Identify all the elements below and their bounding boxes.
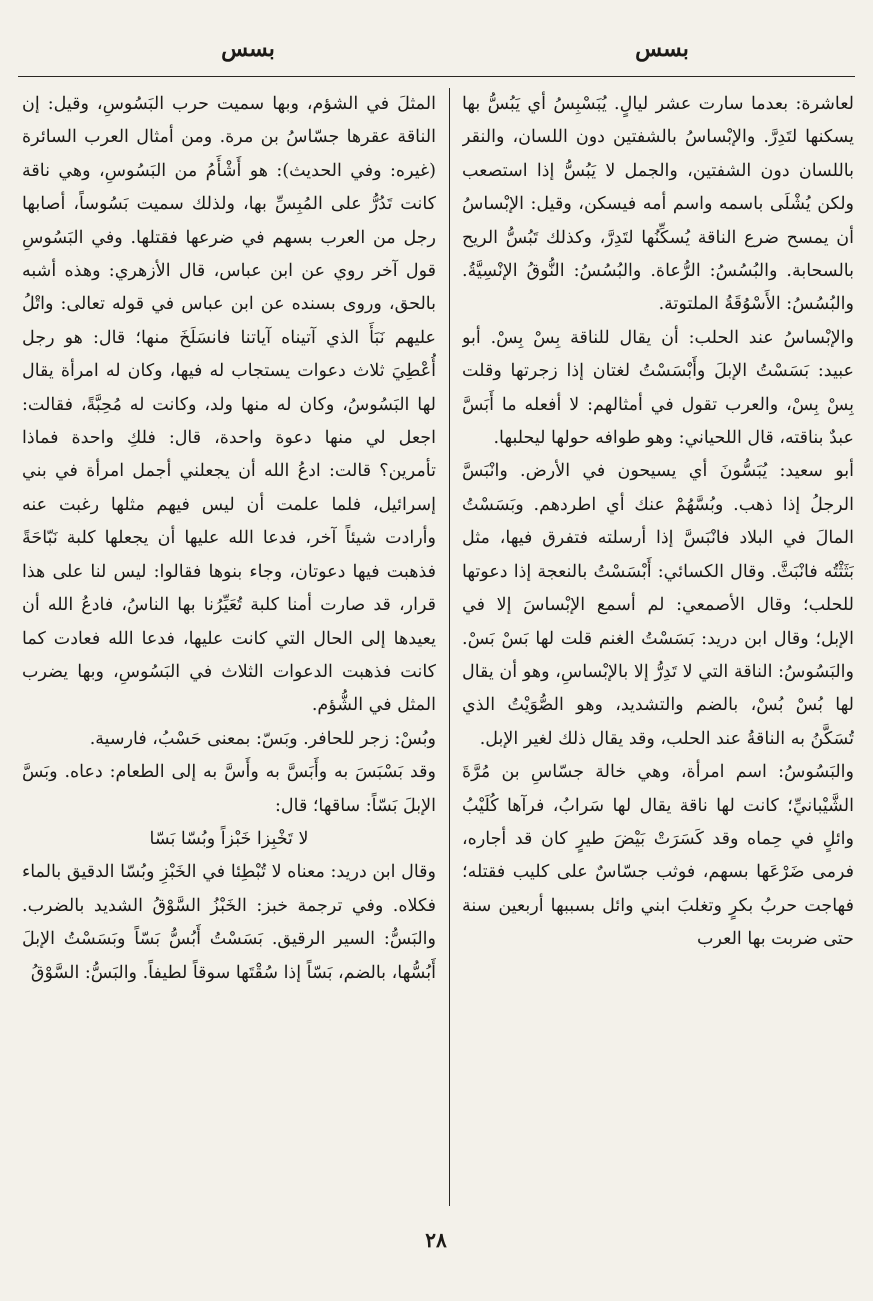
page-number: ٢٨ <box>425 1228 447 1252</box>
paragraph: والإبْساسُ عند الحلب: أن يقال للناقة بِسْ بِسْ. أبو عبيد: بَسَسْتُ الإبلَ وأَبْسَسْتُ لغتان إذا زجرتها وقلت بِسْ بِسْ، والعرب تقول في أمثالهم: لا أفعله ما أَبَسَّ عبدٌ بناقته، قال اللحياني: وهو طوافه حولها ليحلبها. <box>462 327 854 449</box>
running-header-right: بسس <box>635 36 689 62</box>
paragraph: وقال ابن دريد: معناه لا تُبْطِئا في الخَبْزِ وبُسّا الدقيق بالماء فكلاه. وفي ترجمة خبز: الخَبْزُ السَّوْقُ الشديد بالضرب. والبَسُّ: السير الرقيق. بَسَسْتُ أَبُسُّ بَسّاً وبَسَسْتُ الإبلَ أَبُسُّها، بالضم، بَسّاً إذا سُقْتَها سوقاً لطيفاً. والبَسُّ: السَّوْقُ <box>22 862 436 983</box>
left-column <box>22 88 436 1206</box>
paragraph: لعاشرة: بعدما سارت عشر ليالٍ. يُبَسْبِسُ أي يَبُسُّ بها يسكنها لتَدِرَّ. والإبْساسُ بالشفتين دون اللسان، والنقر باللسان دون الشفتين، والجمل لا يَبُسُّ إذا استصعب ولكن يُشْلَى باسمه واسم أمه فيسكن، وقيل: الإبْساسُ أن يمسح ضرع الناقة يُسكِّنُها لتَدِرَّ، وكذلك تَبُسُّ الريح بالسحابة. والبُسُسُ: الرُّعاة. والبُسُسُ: النُّوقُ الإنْسِيَّةُ. والبُسُسُ: الأَسْوُقَةُ الملتوتة. <box>462 94 854 315</box>
header-rule <box>18 76 855 77</box>
paragraph: والبَسُوسُ: اسم امرأة، وهي خالة جسّاسِ بن مُرَّةَ الشَّيْبانيِّ؛ كانت لها ناقة يقال لها سَرابُ، فرآها كُلَيْبُ وائلٍ في حِماه وقد كَسَرَتْ بَيْضَ طيرٍ كان قد أجاره، فرمى ضَرْعَها بسهم، فوثب جسّاسٌ على كليب فقتله؛ فهاجت حربُ بكرٍ وتغلبَ ابني وائل بسببها أربعين سنة حتى ضربت بها العرب <box>462 762 854 950</box>
paragraph: أبو سعيد: يُبَسُّونَ أي يسيحون في الأرض. وانْبَسَّ الرجلُ إذا ذهب. وبُسَّهُمْ عنك أي اطردهم. وبَسَسْتُ المالَ في البلاد فانْبَسَّ إذا أرسلته فتفرق فيها، مثل بَثَثْتُه فانْبَثَّ. وقال الكسائي: أَبْسَسْتُ بالنعجة إذا دعوتها للحلب؛ وقال الأصمعي: لم أسمع الإبْساسَ إلا في الإبل؛ وقال ابن دريد: بَسَسْتُ الغنم قلت لها بَسْ بَسْ. والبَسُوسُ: الناقة التي لا تَدِرُّ إلا بالإبْساسِ، وهو أن يقال لها بُسْ بُسْ، بالضم والتشديد، وهو الصُّوَيْتُ الذي تُسَكَّنُ به الناقةُ عند الحلب، وقد يقال ذلك لغير الإبل. <box>462 461 854 749</box>
column-divider <box>449 88 450 1206</box>
running-header-left: بسس <box>221 36 275 62</box>
paragraph: المثلَ في الشؤم، وبها سميت حرب البَسُوسِ، وقيل: إن الناقة عقرها جسّاسُ بن مرة. ومن أمثال العرب السائرة (غيره: وفي الحديث): هو أَشْأَمُ من البَسُوسِ، وهي ناقة كانت تَدُرُّ على المُبِسِّ بها، ولذلك سميت بَسُوساً، أصابها رجل من العرب بسهم في ضرعها فقتلها. وفي البَسُوسِ قول آخر روي عن ابن عباس، قال الأزهري: وهذه أشبه بالحق، وروى بسنده عن ابن عباس في قوله تعالى: واتْلُ عليهم نَبَأَ الذي آتيناه آياتنا فانسَلَخَ منها؛ قال: هو رجل أُعْطِيَ ثلاث دعوات يستجاب له فيها، وكان له امرأة يقال لها البَسُوسُ، وكان له منها ولد، وكانت له مُحِبَّةً، فقالت: اجعل لي منها دعوة واحدة، قال: فلكِ واحدة فماذا تأمرين؟ قالت: ادعُ الله أن يجعلني أجمل امرأة في بني إسرائيل، فلما علمت أن ليس فيهم مثلها رغبت عنه وأرادت شيئاً آخر، فدعا الله عليها أن يجعلها كلبة نَبّاحَةً فذهبت فيها دعوتان، وجاء بنوها فقالوا: ليس لنا على هذا قرار، قد صارت أمنا كلبة تُعَيِّرُنا بها الناسُ، فادعُ الله أن يعيدها إلى الحال التي كانت عليها، فدعا الله فعادت كما كانت فذهبت الدعوات الثلاث في البَسُوسِ، وبها يضرب المثل في الشُّؤم. <box>22 94 436 716</box>
paragraph: وبُسْ: زجر للحافر. وبَسّ: بمعنى حَسْبُ، فارسية. <box>89 728 436 749</box>
paragraph: وقد بَسْبَسَ به وأَبَسَّ به وأَسَّ به إلى الطعام: دعاه. وبَسَّ الإبلَ بَسّاً: ساقها؛ قال: <box>22 762 436 816</box>
poetry-verse: لا تَخْبِزا خَبْزاً وبُسّا بَسّا <box>149 828 309 849</box>
right-column <box>462 88 854 1206</box>
